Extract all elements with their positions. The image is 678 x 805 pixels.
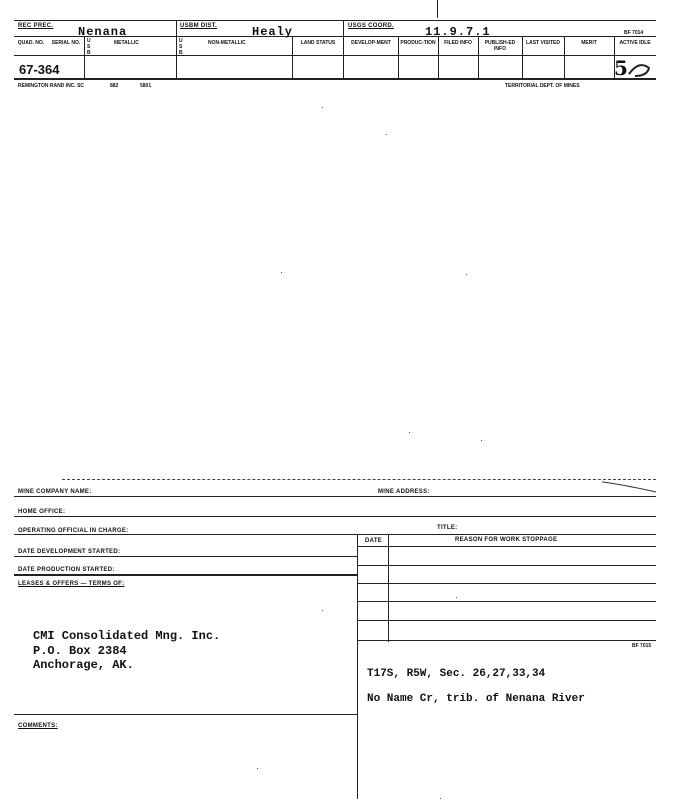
mine-company-name-label: MINE COMPANY NAME: (18, 489, 92, 495)
form-number-bottom: BF 7015 (632, 643, 652, 649)
speck (481, 440, 482, 441)
col-production: PRODUC-TION (400, 40, 436, 46)
speck (386, 134, 387, 135)
usbm-dist-label: USBM DIST. (180, 23, 218, 29)
date-col-label: DATE (365, 538, 383, 544)
col-published-info: PUBLISH-ED INFO (484, 40, 516, 52)
footer-right: TERRITORIAL DEPT. OF MINES (505, 83, 580, 89)
col-quad-no: QUAD. NO. (17, 40, 45, 46)
record-number: 67-364 (19, 62, 60, 77)
speck (456, 597, 457, 598)
col-filed-info: FILED INFO (444, 40, 472, 46)
col-serial-no: SERIAL NO. (51, 40, 81, 46)
col-usb-2: U S B (179, 38, 183, 56)
location-text: T17S, R5W, Sec. 26,27,33,34 (367, 668, 546, 680)
col-land-status: LAND STATUS (300, 40, 336, 46)
col-merit: MERIT (581, 40, 597, 46)
leases-label: LEASES & OFFERS — TERMS OF: (18, 581, 125, 587)
stream-text: No Name Cr, trib. of Nenana River (367, 693, 585, 705)
col-usb-1: U S B (87, 38, 91, 56)
active-mark: 5 (614, 56, 628, 80)
speck (466, 274, 467, 275)
footer-left: REMINGTON RAND INC. SC (18, 83, 85, 89)
reason-col-label: REASON FOR WORK STOPPAGE (455, 537, 558, 543)
owner-name: CMI Consolidated Mng. Inc. (33, 629, 221, 643)
form-number-top: BF 7014 (624, 30, 644, 36)
col-metallic: METALLIC (114, 40, 139, 46)
footer-code-2: 5801 (140, 83, 152, 89)
owner-city: Anchorage, AK. (33, 658, 134, 672)
home-office-label: HOME OFFICE: (18, 509, 66, 515)
card-top-border (14, 20, 656, 21)
usgs-coord-label: USGS COORD. (348, 23, 394, 29)
title-label: TITLE: (437, 525, 458, 531)
col-non-metallic: NON-METALLIC (208, 40, 246, 46)
speck (322, 107, 323, 108)
comments-label: COMMENTS: (18, 723, 58, 729)
col-development: DEVELOP-MENT (351, 40, 391, 46)
mine-address-label: MINE ADDRESS: (378, 489, 430, 495)
operating-official-label: OPERATING OFFICIAL IN CHARGE: (18, 528, 129, 534)
pen-mark (437, 0, 438, 18)
date-prod-started-label: DATE PRODUCTION STARTED: (18, 567, 115, 573)
rec-prec-label: REC PREC. (18, 23, 54, 29)
speck (322, 610, 323, 611)
col-active-idle: ACTIVE IDLE (619, 40, 651, 46)
handwritten-check (625, 56, 655, 80)
col-last-visited: LAST VISITED (526, 40, 560, 46)
speck (440, 798, 441, 799)
hand-stroke (600, 480, 660, 494)
top-card (0, 0, 678, 120)
speck (257, 768, 258, 769)
speck (281, 272, 282, 273)
footer-code-1: 882 (110, 83, 119, 89)
lower-form (0, 470, 678, 805)
owner-po-box: P.O. Box 2384 (33, 644, 127, 658)
rec-prec-value: Nenana (78, 25, 128, 39)
usgs-coord-value: 11.9.7.1 (425, 25, 491, 39)
speck (409, 432, 410, 433)
date-dev-started-label: DATE DEVELOPMENT STARTED: (18, 549, 121, 555)
usbm-dist-value: Healy (252, 25, 294, 39)
